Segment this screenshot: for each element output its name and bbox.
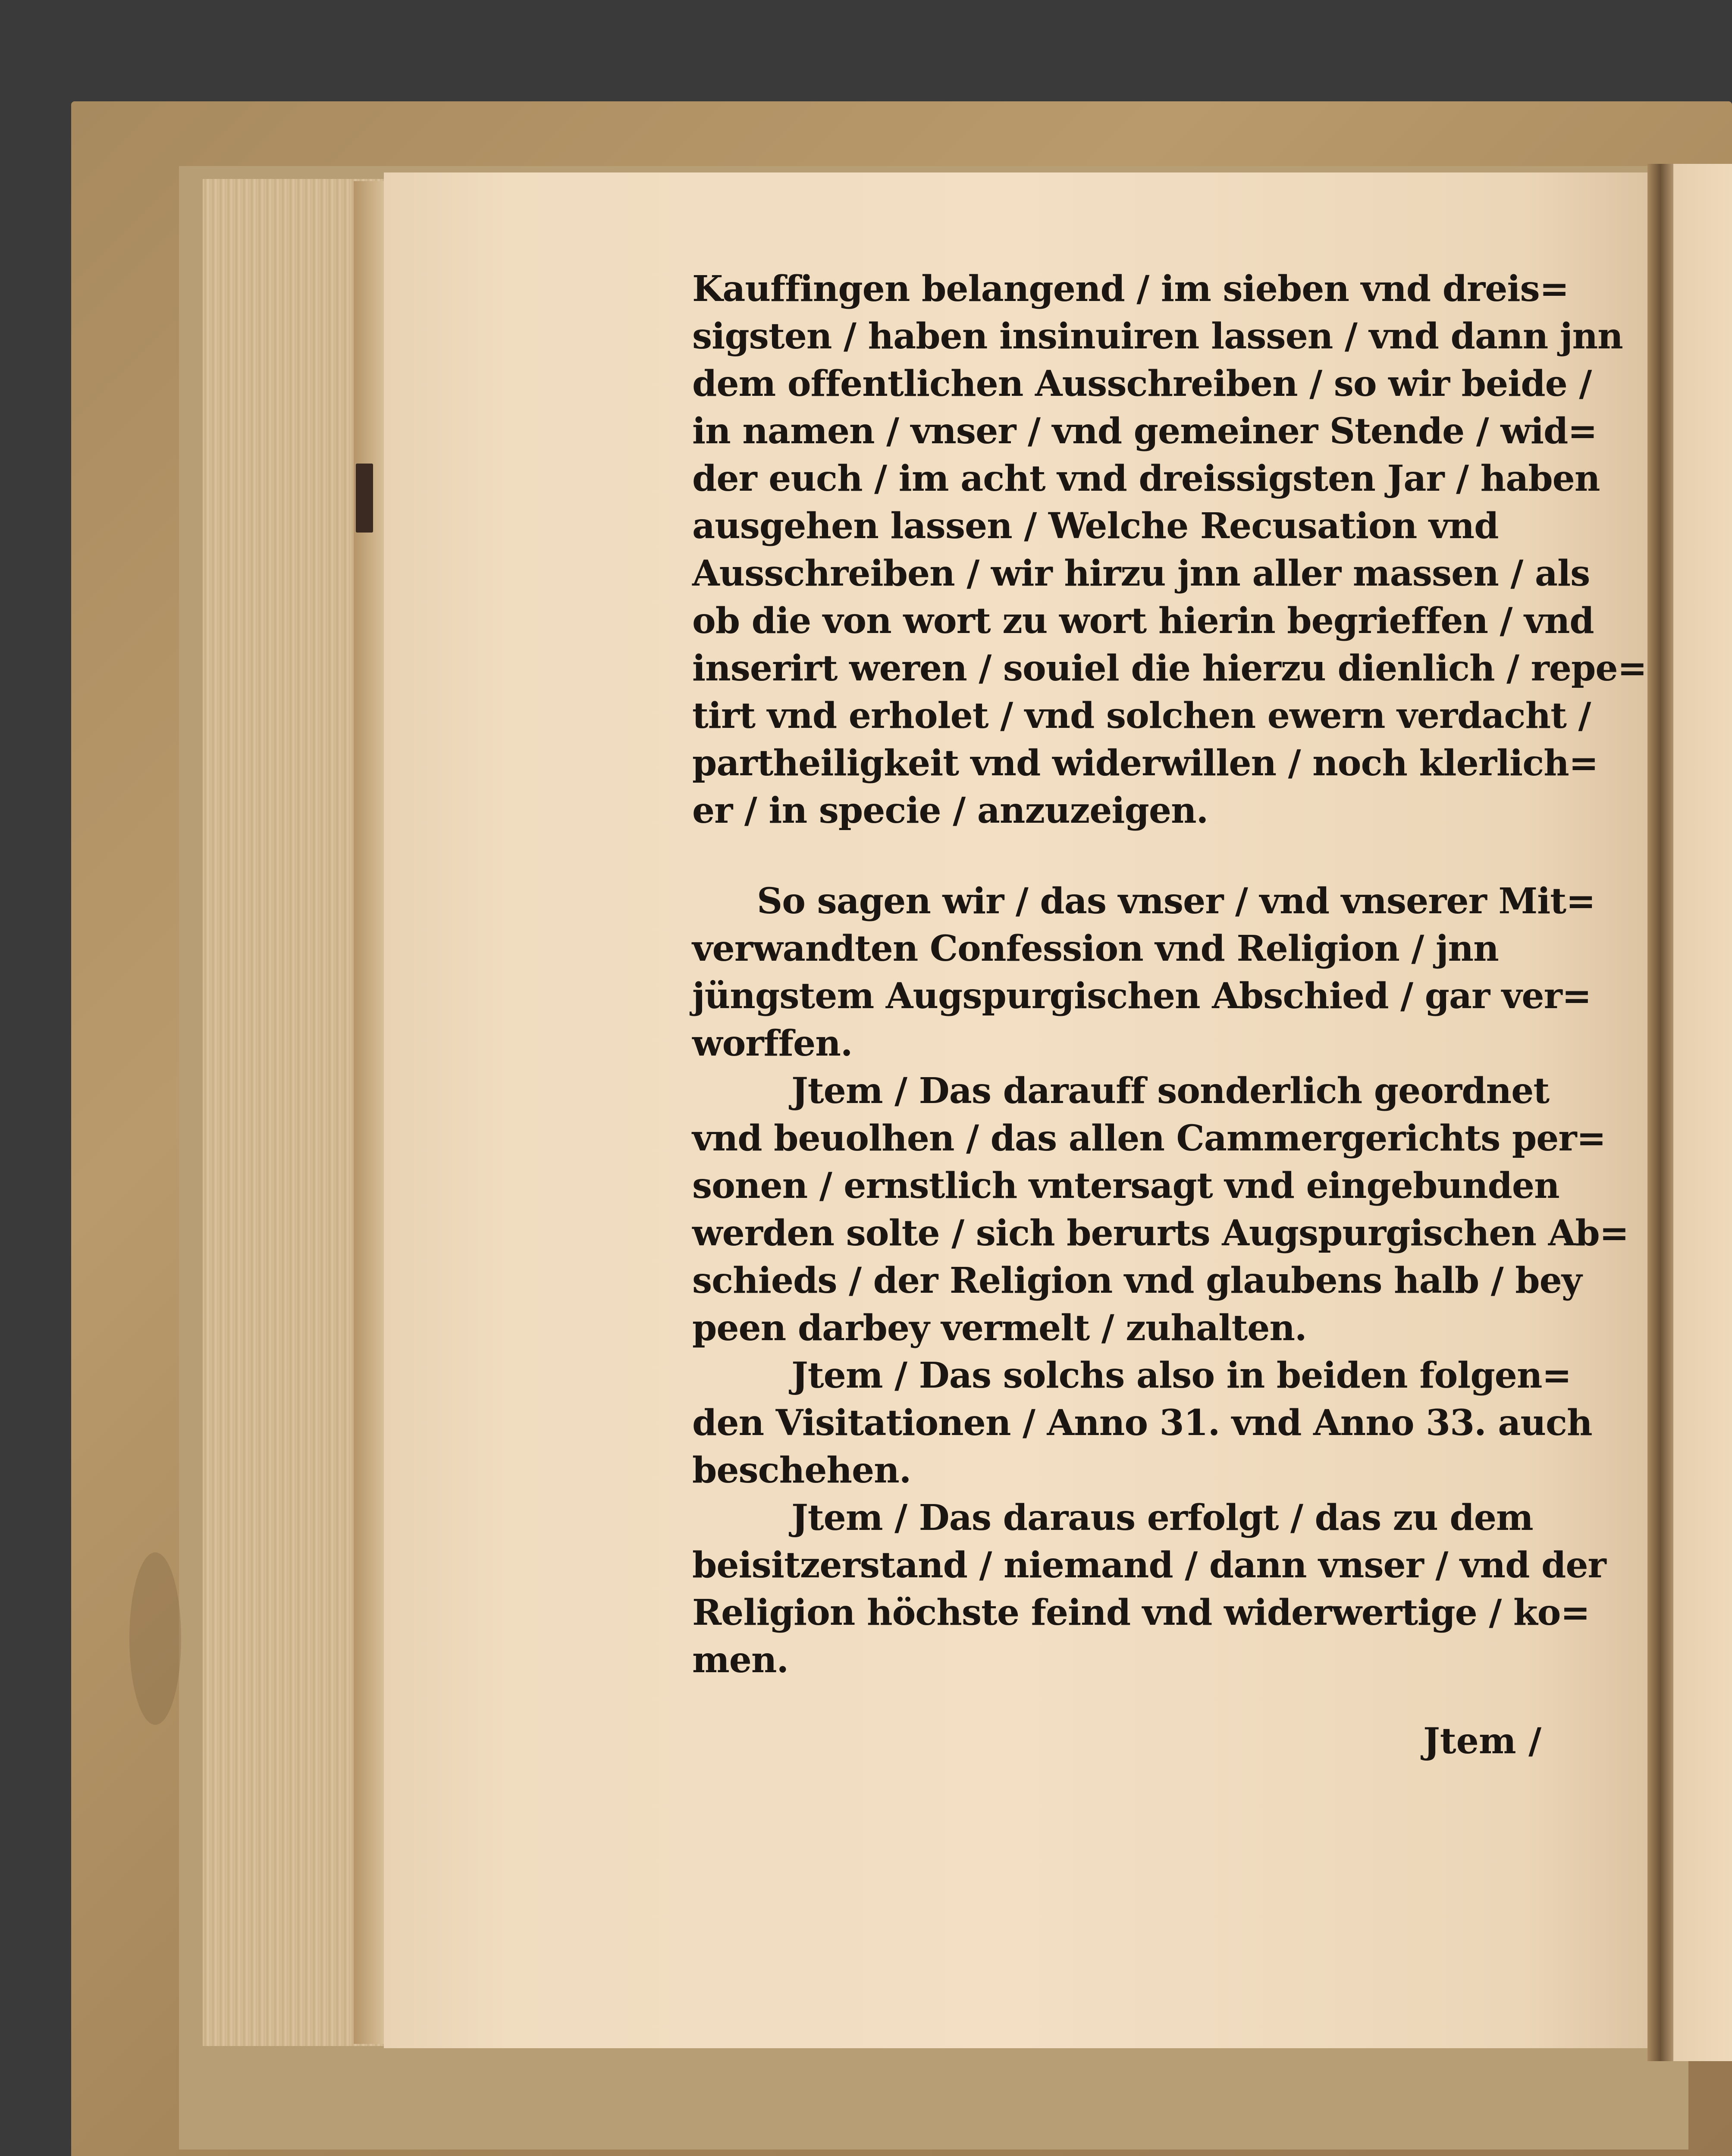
text-line: ausgehen lassen / Welche Recusation vnd xyxy=(692,505,1499,547)
text-line: beisitzerstand / niemand / dann vnser / vnd der xyxy=(692,1545,1606,1586)
text-line: Kauffingen belangend / im sieben vnd dreis= xyxy=(692,268,1569,310)
text-line: vnd beuolhen / das allen Cammergerichts per= xyxy=(692,1118,1606,1159)
text-line: Jtem / Das solchs also in beiden folgen= xyxy=(791,1355,1572,1396)
text-line: tirt vnd erholet / vnd solchen ewern verdacht / xyxy=(692,695,1591,736)
text-line: schieds / der Religion vnd glaubens halb / bey xyxy=(692,1260,1582,1301)
text-line: verwandten Confession vnd Religion / jnn xyxy=(692,928,1499,969)
text-line: partheiligkeit vnd widerwillen / noch klerlich= xyxy=(692,743,1598,784)
text-line: Jtem / Das darauff sonderlich geordnet xyxy=(791,1070,1550,1112)
paragraph-gap xyxy=(692,834,1576,877)
text-line: sonen / ernstlich vntersagt vnd eingebunden xyxy=(692,1165,1559,1206)
book-gutter xyxy=(1647,164,1673,2061)
facing-page-edge xyxy=(1673,164,1732,2061)
text-line: jüngstem Augspurgischen Abschied / gar ver= xyxy=(692,975,1591,1017)
text-line: So sagen wir / das vnser / vnd vnserer Mit= xyxy=(757,881,1595,922)
catchword: Jtem / xyxy=(1423,1720,1542,1762)
text-line: men. xyxy=(692,1639,789,1681)
text-line: inserirt weren / souiel die hierzu dienlich / repe= xyxy=(692,648,1647,689)
page-edges-shadow xyxy=(354,181,384,2044)
bookmark-tab xyxy=(356,464,373,533)
text-line: dem offentlichen Ausschreiben / so wir beide / xyxy=(692,363,1592,404)
text-line: Religion höchste feind vnd widerwertige / ko= xyxy=(692,1592,1590,1633)
text-line: er / in specie / anzuzeigen. xyxy=(692,790,1208,831)
text-line: Ausschreiben / wir hirzu jnn aller massen / als xyxy=(692,553,1590,594)
text-line: peen darbey vermelt / zuhalten. xyxy=(692,1307,1307,1349)
text-line: der euch / im acht vnd dreissigsten Jar / haben xyxy=(692,458,1600,499)
text-line: sigsten / haben insinuiren lassen / vnd dann jnn xyxy=(692,316,1623,357)
cover-stain xyxy=(129,1552,181,1725)
text-line: ob die von wort zu wort hierin begrieffen / vnd xyxy=(692,600,1594,642)
text-line: Jtem / Das daraus erfolgt / das zu dem xyxy=(791,1497,1533,1539)
text-line: worffen. xyxy=(692,1023,853,1064)
text-line: werden solte / sich berurts Augspurgischen Ab= xyxy=(692,1213,1629,1254)
text-line: beschehen. xyxy=(692,1450,911,1491)
text-line: in namen / vnser / vnd gemeiner Stende / wid= xyxy=(692,411,1597,452)
text-line: den Visitationen / Anno 31. vnd Anno 33. auch xyxy=(692,1402,1592,1444)
page-text xyxy=(692,265,1647,1684)
